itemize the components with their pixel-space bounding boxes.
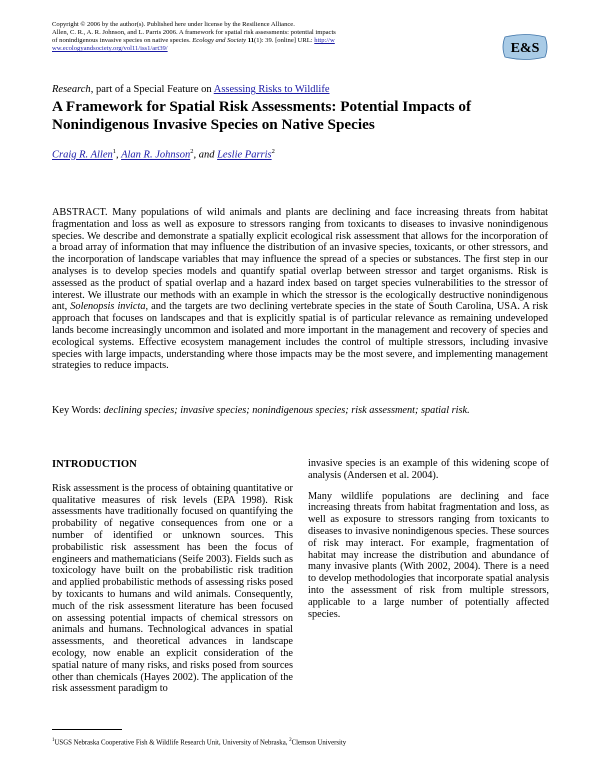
copyright-header [52,21,492,53]
affiliation-sup: 1 [112,148,117,155]
footnote-text: Clemson University [291,739,347,747]
species-name: Solenopsis invicta [70,301,146,313]
abstract-text-cont: , and the targets are two declining vertebrate species in the state of South Carolina, USA. A risk approach that focuses on landscapes and that is explicitly spatial is of particular relevance as remaining undeveloped lands become increasingly uncommon and isolated and more important in the management and recovery of species and ecological systems. Effective ecosystem management includes the control of multiple stressors, including invasive species with large impacts, understanding where those impacts may be the most severe, and implementing management strategies to reduce impacts. [52,301,548,372]
author-link-allen[interactable]: Craig R. Allen [52,149,113,161]
affiliation-footnote [52,738,346,746]
footnote-text: USGS Nebraska Cooperative Fish & Wildlife Research Unit, University of Nebraska, [54,739,290,747]
right-column [308,458,549,629]
body-paragraph: Risk assessment is the process of obtaining quantitative or qualitative measures of risk levels (EPA 1998). Risk assessments have traditionally focused on quantifying the probability of negative consequences from one or a number of identified or unknown sources. This probabilistic risk assessment has been the focus of engineers and mathematicians (Seife 2003). Fields such as toxicology have built on the probabilistic risk tradition and applied probabilistic methods of assessing risks posed by toxicants to humans and wild animals. Consequently, much of the risk assessment literature has been focused on assessing potential impacts of chemical stressors on animals and humans. Technological advances in spatial assessments, and theoretical advances in landscape ecology, now enable an explicit consideration of the spatial nature of many risks, and risks posed from sources other than chemicals (Hayes 2002). The application of the risk assessment paradigm to [52,482,293,695]
author-separator: , [116,149,122,161]
series-line [52,84,330,95]
article-url-link-cont[interactable]: ww.ecologyandsociety.org/vol11/iss1/art39/ [52,45,168,53]
volume-number: 11 [246,37,255,45]
section-heading: INTRODUCTION [52,459,137,470]
abstract [52,207,548,372]
citation-line-2 [52,37,492,45]
keywords-label: Key Words: [52,405,104,416]
keywords-terms: declining species; invasive species; nonindigenous species; risk assessment; spatial risk. [103,405,470,416]
article-title: A Framework for Spatial Risk Assessments: Potential Impacts of Nonindigenous Invasive Species on Native Species [52,98,472,133]
keywords [52,405,548,417]
article-url-link[interactable]: http://w [314,37,335,45]
issue-text: (1): 39. [online] URL: [254,37,315,45]
body-paragraph: Many wildlife populations are declining and face increasing threats from habitat fragmentation and loss, as well as exposure to stressors ranging from toxicants to diseases to invasive nonindigenous species. These sources of risk may interact. For example, fragmentation of habitat may increase the distribution and abundance of many invasive plants (With 2002, 2004). There is a need to develop methodologies that incorporate spatial analysis into the assessment of risk from multiple stressors, applicable to a large number of potentially affected species. [308,490,549,620]
footnote-sup: 1 [52,738,55,743]
footnote-divider [52,729,122,730]
ecology-and-society-logo-icon [502,33,548,61]
author-separator: , and [193,149,218,161]
abstract-text: ABSTRACT. Many populations of wild animals and plants are declining and face increasing threats from habitat fragmentation and loss as well as exposure to stressors ranging from toxicants to diseases to invasive nonindigenous species. We describe and demonstrate a spatially explicit ecological risk assessment that allows for the incorporation of a broad array of information that may influence the distribution of an invasive species, toxicants, or other stressors, and the incorporation of landscape variables that may influence the spread of a species or substances. The first step in our analyses is to develop species models and quantify spatial overlap between stressor and target organisms. Risk is assessed as the product of spatial overlap and a hazard index based on target species vulnerabilities to the stressor of interest. We illustrate our methods with an example in which the stressor is the ecologically destructive nonindigenous ant, [52,207,548,313]
series-text: , part of a Special Feature on [90,84,214,95]
special-feature-link[interactable]: Assessing Risks to Wildlife [213,84,330,95]
logo-text: E&S [510,41,540,56]
citation-text: of nonindigenous invasive species on native species. [52,37,193,45]
copyright-line: Copyright © 2006 by the author(s). Published here under license by the Resilience Alliance. [52,21,295,28]
author-link-johnson[interactable]: Alan R. Johnson [121,149,191,161]
footnote-sup: 2 [289,738,292,743]
body-paragraph: invasive species is an example of this widening scope of analysis (Andersen et al. 2004). [308,458,549,481]
affiliation-sup: 2 [190,148,194,155]
author-link-parris[interactable]: Leslie Parris [217,149,272,161]
journal-name: Ecology and Society [192,37,247,45]
affiliation-sup: 2 [271,148,275,155]
citation-line-3 [52,45,492,53]
left-column [52,456,293,704]
citation-line: Allen, C. R., A. R. Johnson, and L. Parris 2006. A framework for spatial risk assessments: potential impacts [52,29,336,37]
author-list [52,148,275,161]
article-type: Research [52,84,91,95]
